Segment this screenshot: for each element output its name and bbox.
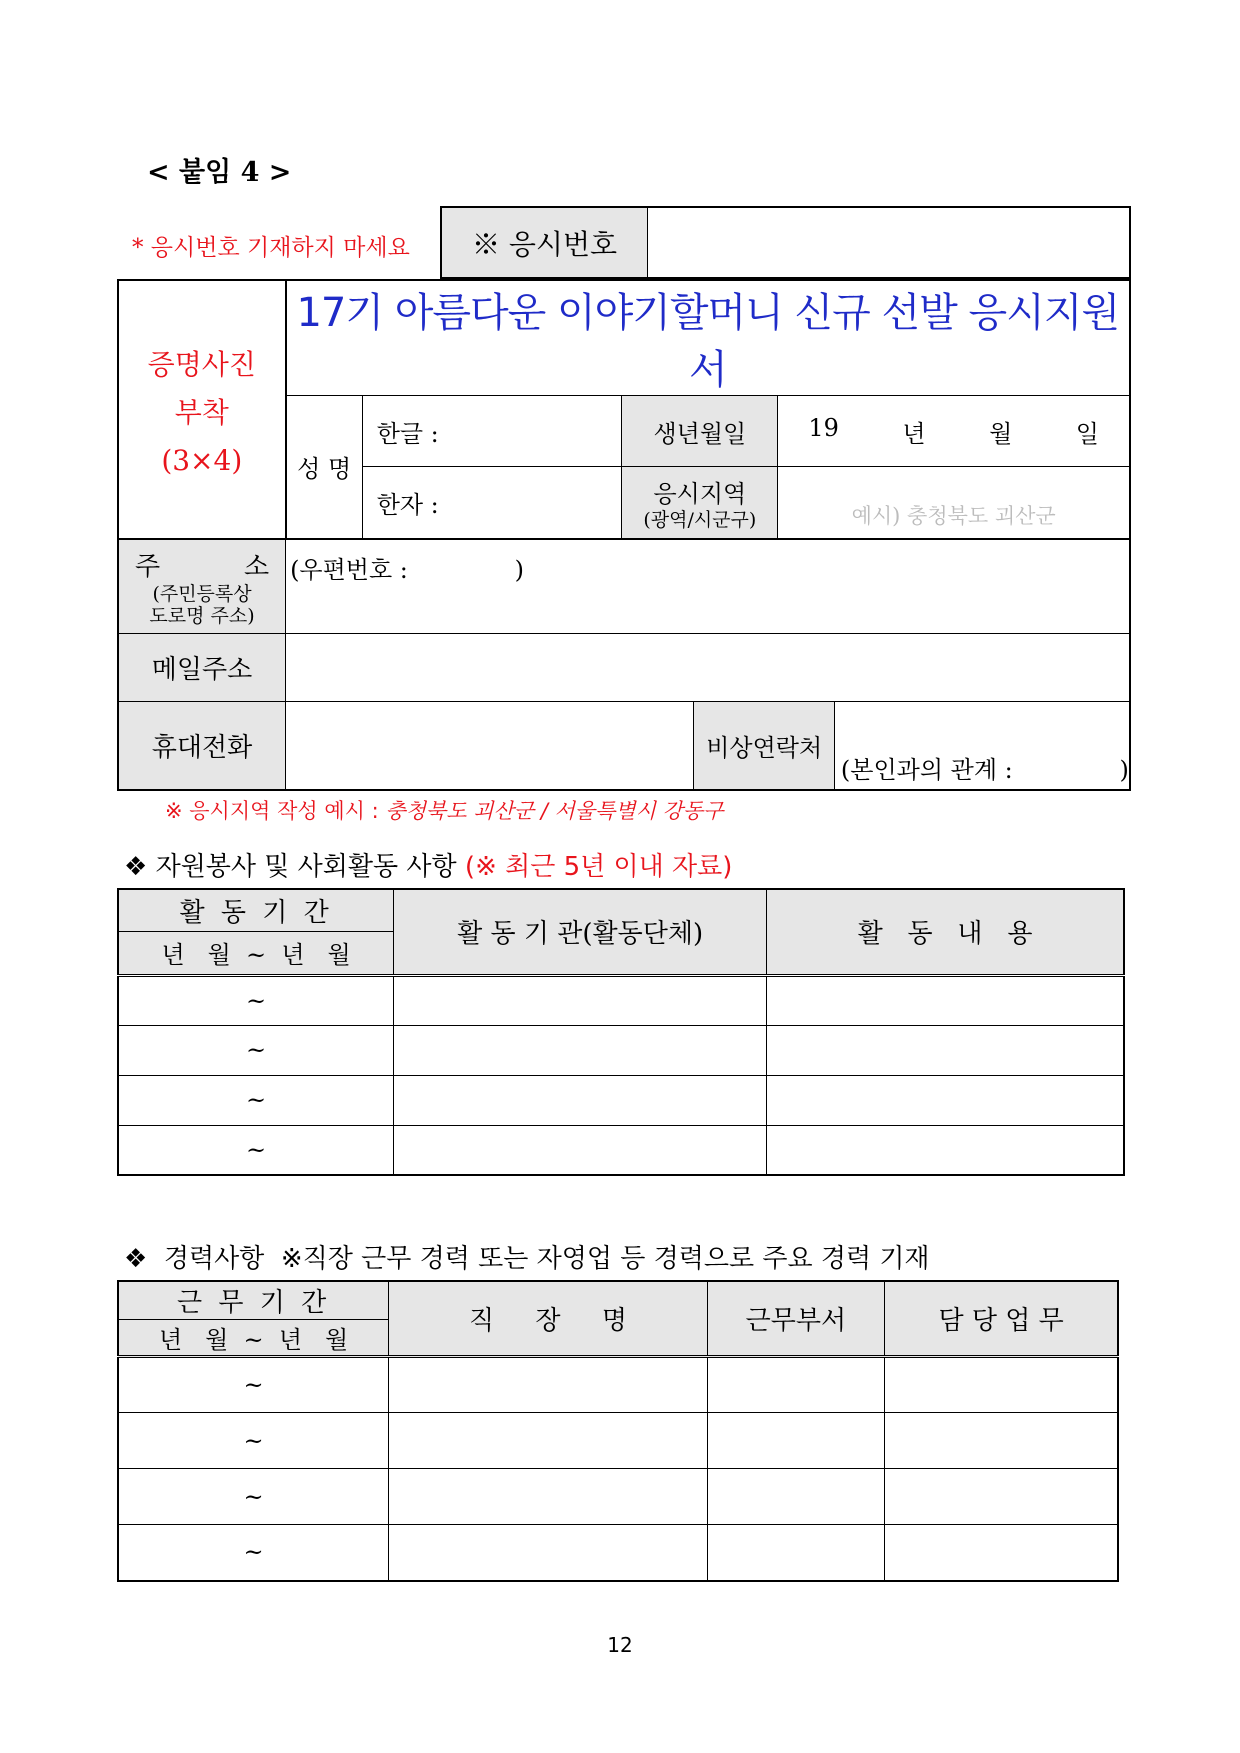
birth-label: 생년월일 bbox=[622, 396, 778, 467]
volunteer-period-subheader: 년 월 ~ 년 월 bbox=[118, 931, 394, 975]
career-period-header: 근 무 기 간 bbox=[118, 1281, 389, 1320]
exam-number-field[interactable] bbox=[648, 207, 1131, 278]
region-example-values: 충청북도 괴산군 / 서울특별시 강동구 bbox=[385, 799, 724, 823]
relation-label: (본인과의 관계 : ) bbox=[840, 755, 1129, 784]
region-sublabel: (광역/시군구) bbox=[643, 508, 757, 531]
name-label: 성 명 bbox=[286, 396, 363, 539]
career-period-subheader: 년 월 ~ 년 월 bbox=[118, 1320, 389, 1357]
table-row bbox=[118, 1125, 1124, 1175]
address-sub1: (주민등록상 bbox=[152, 582, 252, 605]
volunteer-content-cell[interactable] bbox=[767, 975, 1124, 1025]
exam-number-warning: * 응시번호 기재하지 마세요 bbox=[132, 235, 410, 261]
career-company-cell[interactable] bbox=[389, 1413, 707, 1469]
hangul-label: 한글 : bbox=[376, 419, 439, 448]
volunteer-period-cell[interactable]: ~ bbox=[118, 1125, 394, 1175]
table-row bbox=[118, 1025, 1124, 1075]
attachment-title: < 붙임 4 > bbox=[147, 157, 292, 188]
exam-number-label: ※ 응시번호 bbox=[441, 207, 648, 278]
exam-number-box bbox=[440, 206, 1131, 279]
birth-day-unit: 일 bbox=[1075, 419, 1099, 448]
address-field[interactable]: (우편번호 : ) bbox=[286, 539, 1130, 634]
hanja-name-field[interactable] bbox=[362, 467, 622, 539]
career-company-cell[interactable] bbox=[389, 1469, 707, 1525]
career-duty-cell[interactable] bbox=[885, 1525, 1118, 1581]
region-label: 응시지역 bbox=[653, 479, 747, 508]
career-dept-header: 근무부서 bbox=[707, 1281, 884, 1357]
email-field[interactable] bbox=[286, 634, 1130, 702]
applicant-info-table bbox=[117, 279, 1131, 791]
photo-attach-label: 부착 bbox=[174, 396, 229, 430]
volunteer-org-header: 활 동 기 관(활동단체) bbox=[394, 889, 767, 975]
region-label-cell bbox=[622, 467, 778, 539]
career-dept-cell[interactable] bbox=[707, 1469, 884, 1525]
volunteer-heading-text: ❖ 자원봉사 및 사회활동 사항 bbox=[124, 852, 465, 882]
career-dept-cell[interactable] bbox=[707, 1413, 884, 1469]
volunteer-period-cell[interactable]: ~ bbox=[118, 975, 394, 1025]
volunteer-content-cell[interactable] bbox=[767, 1075, 1124, 1125]
career-dept-cell[interactable] bbox=[707, 1525, 884, 1581]
emergency-label: 비상연락처 bbox=[694, 702, 834, 790]
career-company-cell[interactable] bbox=[389, 1525, 707, 1581]
career-duty-cell[interactable] bbox=[885, 1357, 1118, 1413]
photo-label: 증명사진 bbox=[147, 348, 256, 382]
birth-prefix: 19 bbox=[808, 413, 839, 442]
career-duty-cell[interactable] bbox=[885, 1413, 1118, 1469]
volunteer-content-cell[interactable] bbox=[767, 1125, 1124, 1175]
career-period-cell[interactable]: ~ bbox=[118, 1525, 389, 1581]
career-period-cell[interactable]: ~ bbox=[118, 1413, 389, 1469]
volunteer-period-header: 활 동 기 간 bbox=[118, 889, 394, 931]
address-label: 주 소 bbox=[135, 551, 270, 582]
region-example-prefix: ※ 응시지역 작성 예시 : bbox=[165, 799, 386, 823]
volunteer-period-cell[interactable]: ~ bbox=[118, 1075, 394, 1125]
birth-field[interactable] bbox=[778, 396, 1130, 467]
volunteer-content-cell[interactable] bbox=[767, 1025, 1124, 1075]
volunteer-heading bbox=[124, 846, 732, 883]
volunteer-org-cell[interactable] bbox=[394, 1025, 767, 1075]
career-dept-cell[interactable] bbox=[707, 1357, 884, 1413]
emergency-field[interactable] bbox=[834, 702, 1130, 790]
birth-year-unit: 년 bbox=[902, 419, 926, 448]
table-row bbox=[118, 1469, 1118, 1525]
table-row bbox=[118, 1413, 1118, 1469]
mobile-label: 휴대전화 bbox=[118, 702, 286, 790]
career-heading: ❖ 경력사항 ※직장 근무 경력 또는 자영업 등 경력으로 주요 경력 기재 bbox=[124, 1244, 930, 1274]
table-row bbox=[118, 1075, 1124, 1125]
hanja-label: 한자 : bbox=[376, 490, 439, 519]
career-period-cell[interactable]: ~ bbox=[118, 1357, 389, 1413]
volunteer-org-cell[interactable] bbox=[394, 975, 767, 1025]
career-company-cell[interactable] bbox=[389, 1357, 707, 1413]
photo-size-label: (3×4) bbox=[161, 444, 243, 478]
table-row bbox=[118, 975, 1124, 1025]
photo-area[interactable] bbox=[118, 280, 286, 539]
career-duty-header: 담 당 업 무 bbox=[885, 1281, 1118, 1357]
email-label: 메일주소 bbox=[118, 634, 286, 702]
table-row bbox=[118, 1525, 1118, 1581]
birth-month-unit: 월 bbox=[989, 419, 1013, 448]
region-field[interactable]: 예시) 충청북도 괴산군 bbox=[778, 467, 1130, 539]
table-row bbox=[118, 1357, 1118, 1413]
address-sub2: 도로명 주소) bbox=[149, 604, 255, 627]
form-title: 17기 아름다운 이야기할머니 신규 선발 응시지원서 bbox=[286, 280, 1130, 396]
address-label-cell bbox=[118, 539, 286, 634]
volunteer-heading-note: (※ 최근 5년 이내 자료) bbox=[464, 852, 733, 882]
volunteer-content-header: 활 동 내 용 bbox=[767, 889, 1124, 975]
volunteer-period-cell[interactable]: ~ bbox=[118, 1025, 394, 1075]
career-table bbox=[117, 1280, 1119, 1582]
volunteer-org-cell[interactable] bbox=[394, 1125, 767, 1175]
volunteer-org-cell[interactable] bbox=[394, 1075, 767, 1125]
mobile-field[interactable] bbox=[286, 702, 694, 790]
career-company-header: 직 장 명 bbox=[389, 1281, 707, 1357]
career-duty-cell[interactable] bbox=[885, 1469, 1118, 1525]
hangul-name-field[interactable] bbox=[362, 396, 622, 467]
region-example-note bbox=[165, 795, 723, 825]
volunteer-table bbox=[117, 888, 1125, 1176]
career-period-cell[interactable]: ~ bbox=[118, 1469, 389, 1525]
page-number: 12 bbox=[607, 1633, 633, 1657]
